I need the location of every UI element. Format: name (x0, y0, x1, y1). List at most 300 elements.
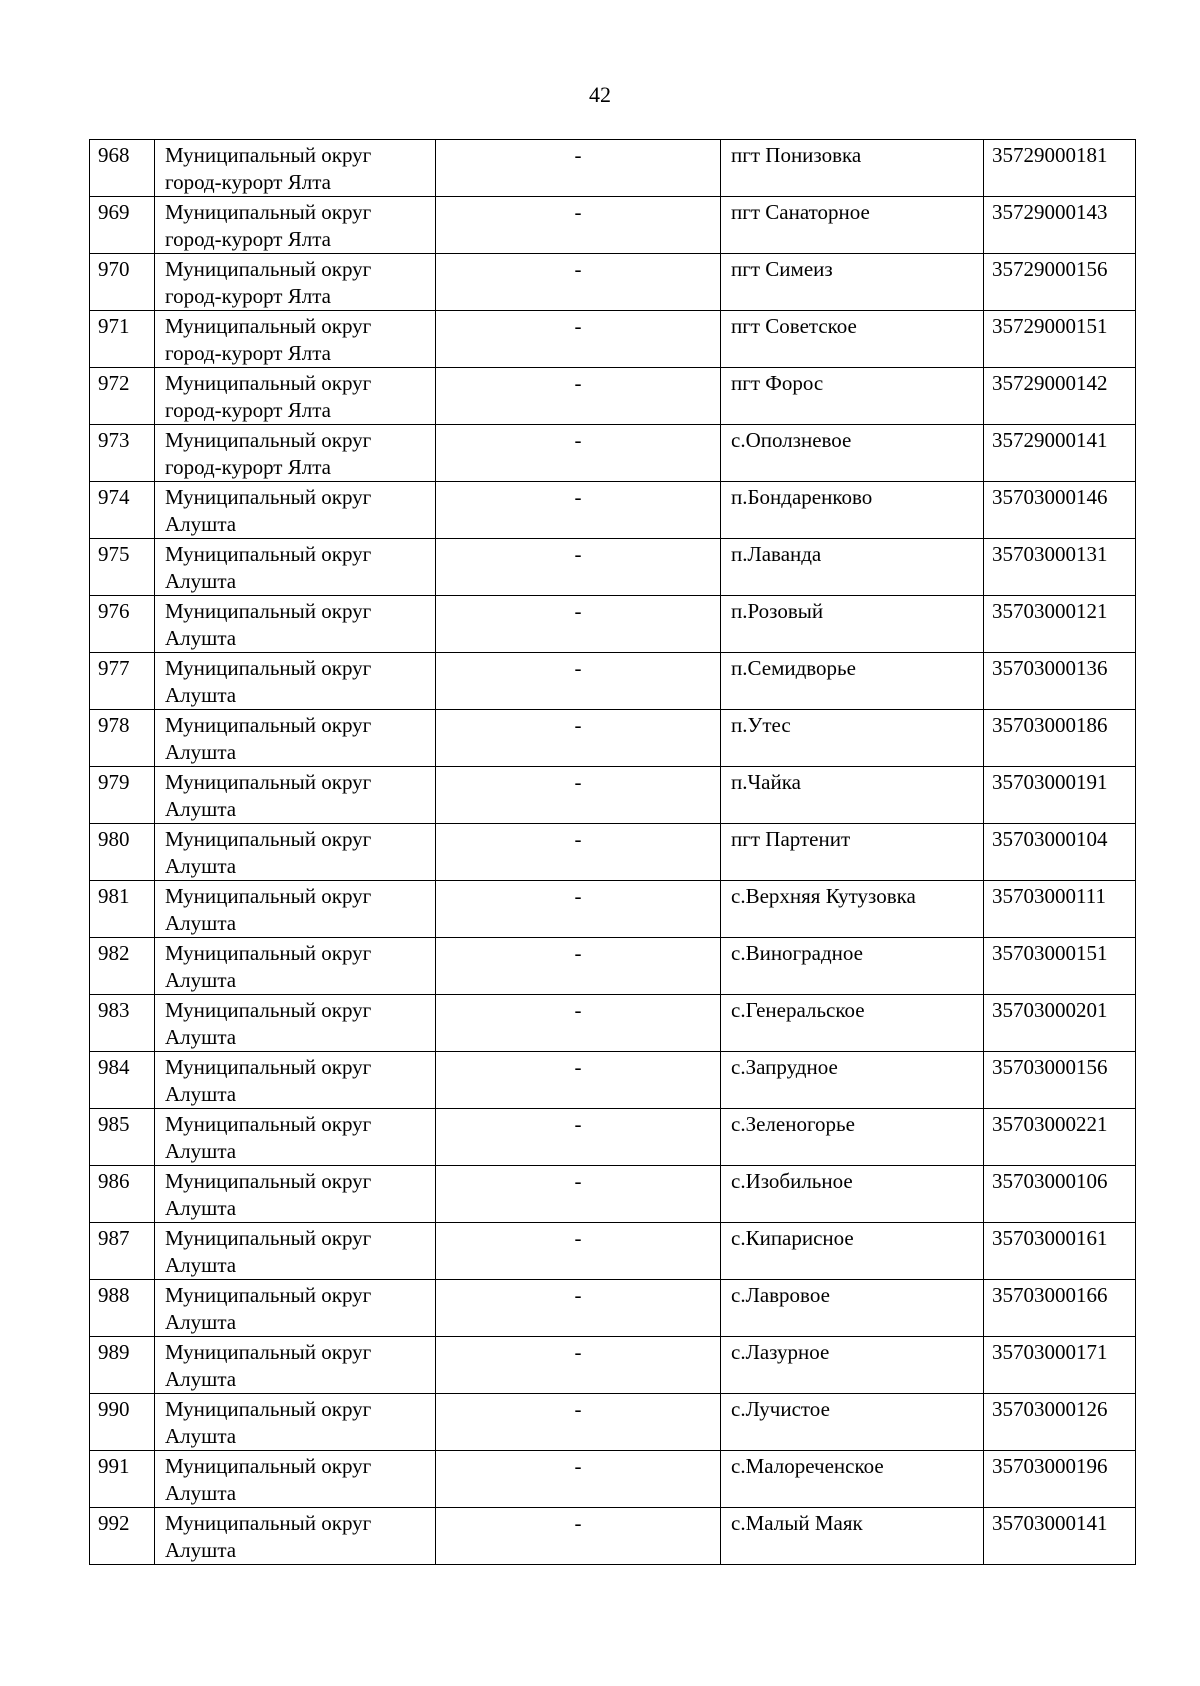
locality-name: п.Лаванда (731, 542, 822, 566)
settlements-table (89, 139, 1136, 1565)
oktmo-code: 35703000161 (992, 1226, 1108, 1250)
dash-cell (436, 1166, 721, 1223)
municipality-cell (155, 767, 436, 824)
row-number-cell (90, 197, 155, 254)
locality-cell (721, 1166, 984, 1223)
municipality-cell (155, 254, 436, 311)
municipality-cell (155, 482, 436, 539)
municipality-cell (155, 1394, 436, 1451)
municipality-line-2: Алушта (165, 1310, 237, 1334)
dash-cell (436, 1223, 721, 1280)
row-number: 977 (98, 656, 130, 680)
municipality-line-1: Муниципальный округ (165, 884, 372, 908)
dash-cell (436, 1451, 721, 1508)
row-number-cell (90, 368, 155, 425)
row-number: 991 (98, 1454, 130, 1478)
row-number: 969 (98, 200, 130, 224)
oktmo-code: 35703000156 (992, 1055, 1108, 1079)
locality-cell (721, 1337, 984, 1394)
locality-name: пгт Симеиз (731, 257, 833, 281)
table-row (90, 653, 1136, 710)
dash-cell (436, 881, 721, 938)
municipality-line-1: Муниципальный округ (165, 998, 372, 1022)
municipality-line-2: Алушта (165, 512, 237, 536)
locality-cell (721, 767, 984, 824)
row-number-cell (90, 824, 155, 881)
municipality-line-1: Муниципальный округ (165, 371, 372, 395)
table-row (90, 1337, 1136, 1394)
locality-name: с.Лазурное (731, 1340, 830, 1364)
dash-value: - (574, 542, 582, 566)
row-number: 968 (98, 143, 130, 167)
municipality-line-2: город-курорт Ялта (165, 398, 331, 422)
municipality-cell (155, 425, 436, 482)
municipality-cell (155, 1052, 436, 1109)
locality-cell (721, 482, 984, 539)
dash-value: - (574, 1112, 582, 1136)
dash-value: - (574, 656, 582, 680)
row-number: 974 (98, 485, 130, 509)
locality-name: п.Розовый (731, 599, 824, 623)
table-row (90, 824, 1136, 881)
municipality-cell (155, 653, 436, 710)
locality-cell (721, 710, 984, 767)
locality-cell (721, 596, 984, 653)
locality-cell (721, 995, 984, 1052)
dash-cell (436, 1052, 721, 1109)
municipality-cell (155, 311, 436, 368)
row-number-cell (90, 1508, 155, 1565)
dash-value: - (574, 485, 582, 509)
row-number-cell (90, 1109, 155, 1166)
municipality-cell (155, 710, 436, 767)
row-number-cell (90, 1052, 155, 1109)
municipality-cell (155, 1337, 436, 1394)
table-row (90, 197, 1136, 254)
locality-cell (721, 1109, 984, 1166)
row-number: 979 (98, 770, 130, 794)
locality-name: пгт Форос (731, 371, 824, 395)
dash-cell (436, 197, 721, 254)
locality-cell (721, 1052, 984, 1109)
municipality-line-2: Алушта (165, 1082, 237, 1106)
row-number-cell (90, 1337, 155, 1394)
table-row (90, 1508, 1136, 1565)
dash-value: - (574, 143, 582, 167)
table-row (90, 767, 1136, 824)
row-number-cell (90, 311, 155, 368)
code-cell (984, 1280, 1136, 1337)
code-cell (984, 767, 1136, 824)
municipality-line-2: Алушта (165, 740, 237, 764)
municipality-line-1: Муниципальный округ (165, 1112, 372, 1136)
table-row (90, 1052, 1136, 1109)
table-row (90, 311, 1136, 368)
table-body (90, 140, 1136, 1565)
code-cell (984, 1052, 1136, 1109)
municipality-cell (155, 881, 436, 938)
locality-name: п.Утес (731, 713, 791, 737)
row-number-cell (90, 653, 155, 710)
dash-cell (436, 482, 721, 539)
municipality-line-2: Алушта (165, 1139, 237, 1163)
table-row (90, 368, 1136, 425)
municipality-cell (155, 1109, 436, 1166)
municipality-line-2: город-курорт Ялта (165, 170, 331, 194)
municipality-cell (155, 1166, 436, 1223)
code-cell (984, 938, 1136, 995)
locality-name: с.Оползневое (731, 428, 852, 452)
table-row (90, 995, 1136, 1052)
municipality-line-1: Муниципальный округ (165, 1283, 372, 1307)
dash-cell (436, 254, 721, 311)
locality-name: с.Кипарисное (731, 1226, 854, 1250)
municipality-line-2: Алушта (165, 1538, 237, 1562)
dash-cell (436, 1394, 721, 1451)
locality-name: с.Лавровое (731, 1283, 830, 1307)
dash-value: - (574, 1340, 582, 1364)
locality-cell (721, 1394, 984, 1451)
row-number: 988 (98, 1283, 130, 1307)
oktmo-code: 35703000131 (992, 542, 1108, 566)
locality-name: п.Чайка (731, 770, 801, 794)
table-row (90, 482, 1136, 539)
municipality-line-1: Муниципальный округ (165, 599, 372, 623)
locality-name: с.Малореченское (731, 1454, 884, 1478)
table-row (90, 881, 1136, 938)
locality-cell (721, 881, 984, 938)
dash-cell (436, 1337, 721, 1394)
dash-cell (436, 824, 721, 881)
code-cell (984, 710, 1136, 767)
locality-cell (721, 425, 984, 482)
municipality-line-1: Муниципальный округ (165, 257, 372, 281)
municipality-line-2: Алушта (165, 797, 237, 821)
table-row (90, 710, 1136, 767)
locality-cell (721, 938, 984, 995)
code-cell (984, 539, 1136, 596)
row-number-cell (90, 425, 155, 482)
municipality-line-2: Алушта (165, 626, 237, 650)
oktmo-code: 35729000142 (992, 371, 1108, 395)
dash-value: - (574, 200, 582, 224)
dash-value: - (574, 599, 582, 623)
row-number: 987 (98, 1226, 130, 1250)
municipality-line-2: город-курорт Ялта (165, 227, 331, 251)
row-number-cell (90, 710, 155, 767)
table-row (90, 596, 1136, 653)
row-number-cell (90, 140, 155, 197)
row-number: 980 (98, 827, 130, 851)
code-cell (984, 368, 1136, 425)
code-cell (984, 824, 1136, 881)
municipality-line-2: Алушта (165, 1481, 237, 1505)
municipality-line-1: Муниципальный округ (165, 428, 372, 452)
locality-name: с.Запрудное (731, 1055, 838, 1079)
municipality-line-1: Муниципальный округ (165, 314, 372, 338)
municipality-cell (155, 1451, 436, 1508)
row-number: 972 (98, 371, 130, 395)
municipality-cell (155, 995, 436, 1052)
code-cell (984, 1166, 1136, 1223)
locality-cell (721, 1451, 984, 1508)
oktmo-code: 35729000181 (992, 143, 1108, 167)
row-number: 976 (98, 599, 130, 623)
municipality-line-2: город-курорт Ялта (165, 341, 331, 365)
dash-value: - (574, 1169, 582, 1193)
code-cell (984, 425, 1136, 482)
table-row (90, 1280, 1136, 1337)
dash-value: - (574, 1511, 582, 1535)
oktmo-code: 35703000136 (992, 656, 1108, 680)
oktmo-code: 35729000151 (992, 314, 1108, 338)
dash-cell (436, 425, 721, 482)
municipality-line-1: Муниципальный округ (165, 200, 372, 224)
dash-value: - (574, 713, 582, 737)
oktmo-code: 35703000146 (992, 485, 1108, 509)
locality-name: пгт Санаторное (731, 200, 870, 224)
municipality-cell (155, 197, 436, 254)
dash-value: - (574, 884, 582, 908)
dash-cell (436, 767, 721, 824)
locality-name: с.Виноградное (731, 941, 863, 965)
locality-name: пгт Понизовка (731, 143, 862, 167)
code-cell (984, 1223, 1136, 1280)
oktmo-code: 35703000141 (992, 1511, 1108, 1535)
code-cell (984, 653, 1136, 710)
municipality-line-1: Муниципальный округ (165, 941, 372, 965)
row-number-cell (90, 482, 155, 539)
locality-cell (721, 1508, 984, 1565)
row-number: 975 (98, 542, 130, 566)
municipality-cell (155, 539, 436, 596)
locality-name: с.Генеральское (731, 998, 865, 1022)
oktmo-code: 35703000196 (992, 1454, 1108, 1478)
oktmo-code: 35703000104 (992, 827, 1108, 851)
table-row (90, 1223, 1136, 1280)
row-number-cell (90, 539, 155, 596)
municipality-cell (155, 368, 436, 425)
municipality-line-2: Алушта (165, 968, 237, 992)
oktmo-code: 35703000186 (992, 713, 1108, 737)
municipality-line-1: Муниципальный округ (165, 1340, 372, 1364)
oktmo-code: 35703000121 (992, 599, 1108, 623)
locality-cell (721, 311, 984, 368)
municipality-line-1: Муниципальный округ (165, 1397, 372, 1421)
row-number-cell (90, 1166, 155, 1223)
locality-name: п.Бондаренково (731, 485, 873, 509)
dash-cell (436, 653, 721, 710)
oktmo-code: 35703000111 (992, 884, 1106, 908)
table-row (90, 254, 1136, 311)
row-number: 971 (98, 314, 130, 338)
municipality-cell (155, 1280, 436, 1337)
row-number: 970 (98, 257, 130, 281)
dash-value: - (574, 1397, 582, 1421)
dash-value: - (574, 1283, 582, 1307)
oktmo-code: 35729000141 (992, 428, 1108, 452)
row-number: 985 (98, 1112, 130, 1136)
municipality-line-2: Алушта (165, 683, 237, 707)
oktmo-code: 35703000171 (992, 1340, 1108, 1364)
dash-cell (436, 710, 721, 767)
table-row (90, 1394, 1136, 1451)
code-cell (984, 1451, 1136, 1508)
locality-cell (721, 1280, 984, 1337)
municipality-line-1: Муниципальный округ (165, 1169, 372, 1193)
municipality-line-1: Муниципальный округ (165, 713, 372, 737)
table-row (90, 425, 1136, 482)
dash-value: - (574, 1055, 582, 1079)
row-number: 981 (98, 884, 130, 908)
table-row (90, 140, 1136, 197)
oktmo-code: 35729000143 (992, 200, 1108, 224)
locality-cell (721, 539, 984, 596)
locality-name: пгт Партенит (731, 827, 851, 851)
locality-name: с.Верхняя Кутузовка (731, 884, 916, 908)
code-cell (984, 995, 1136, 1052)
oktmo-code: 35703000126 (992, 1397, 1108, 1421)
table-row (90, 938, 1136, 995)
row-number-cell (90, 596, 155, 653)
oktmo-code: 35703000221 (992, 1112, 1108, 1136)
oktmo-code: 35703000166 (992, 1283, 1108, 1307)
municipality-line-2: Алушта (165, 911, 237, 935)
locality-cell (721, 254, 984, 311)
code-cell (984, 1337, 1136, 1394)
municipality-line-1: Муниципальный округ (165, 770, 372, 794)
table-row (90, 1451, 1136, 1508)
locality-name: с.Изобильное (731, 1169, 853, 1193)
row-number-cell (90, 881, 155, 938)
code-cell (984, 881, 1136, 938)
dash-value: - (574, 941, 582, 965)
dash-cell (436, 596, 721, 653)
dash-cell (436, 1508, 721, 1565)
municipality-line-2: Алушта (165, 1025, 237, 1049)
row-number: 989 (98, 1340, 130, 1364)
municipality-line-2: город-курорт Ялта (165, 284, 331, 308)
locality-cell (721, 140, 984, 197)
code-cell (984, 311, 1136, 368)
row-number-cell (90, 254, 155, 311)
oktmo-code: 35703000201 (992, 998, 1108, 1022)
dash-value: - (574, 1226, 582, 1250)
municipality-line-1: Муниципальный округ (165, 656, 372, 680)
municipality-line-2: Алушта (165, 854, 237, 878)
locality-name: пгт Советское (731, 314, 857, 338)
row-number-cell (90, 1394, 155, 1451)
code-cell (984, 140, 1136, 197)
row-number: 973 (98, 428, 130, 452)
row-number-cell (90, 1280, 155, 1337)
municipality-line-1: Муниципальный округ (165, 827, 372, 851)
dash-cell (436, 995, 721, 1052)
municipality-line-2: город-курорт Ялта (165, 455, 331, 479)
municipality-line-1: Муниципальный округ (165, 1454, 372, 1478)
dash-value: - (574, 371, 582, 395)
municipality-line-1: Муниципальный округ (165, 143, 372, 167)
code-cell (984, 1109, 1136, 1166)
oktmo-code: 35703000106 (992, 1169, 1108, 1193)
dash-value: - (574, 428, 582, 452)
dash-cell (436, 1280, 721, 1337)
row-number-cell (90, 1451, 155, 1508)
municipality-line-2: Алушта (165, 569, 237, 593)
dash-cell (436, 140, 721, 197)
municipality-line-2: Алушта (165, 1196, 237, 1220)
municipality-line-2: Алушта (165, 1367, 237, 1391)
municipality-line-2: Алушта (165, 1253, 237, 1277)
code-cell (984, 482, 1136, 539)
row-number: 978 (98, 713, 130, 737)
row-number: 992 (98, 1511, 130, 1535)
municipality-cell (155, 938, 436, 995)
page-number: 42 (589, 82, 611, 107)
oktmo-code: 35729000156 (992, 257, 1108, 281)
municipality-cell (155, 140, 436, 197)
dash-value: - (574, 998, 582, 1022)
row-number: 984 (98, 1055, 130, 1079)
municipality-cell (155, 824, 436, 881)
dash-cell (436, 938, 721, 995)
municipality-cell (155, 596, 436, 653)
locality-name: п.Семидворье (731, 656, 856, 680)
locality-cell (721, 1223, 984, 1280)
oktmo-code: 35703000151 (992, 941, 1108, 965)
row-number: 986 (98, 1169, 130, 1193)
dash-value: - (574, 257, 582, 281)
municipality-line-1: Муниципальный округ (165, 485, 372, 509)
municipality-cell (155, 1508, 436, 1565)
oktmo-code: 35703000191 (992, 770, 1108, 794)
locality-cell (721, 824, 984, 881)
dash-cell (436, 1109, 721, 1166)
dash-value: - (574, 770, 582, 794)
code-cell (984, 197, 1136, 254)
dash-value: - (574, 314, 582, 338)
row-number-cell (90, 995, 155, 1052)
dash-cell (436, 539, 721, 596)
row-number: 982 (98, 941, 130, 965)
locality-name: с.Малый Маяк (731, 1511, 863, 1535)
dash-value: - (574, 827, 582, 851)
municipality-cell (155, 1223, 436, 1280)
table-row (90, 539, 1136, 596)
dash-cell (436, 368, 721, 425)
code-cell (984, 1508, 1136, 1565)
row-number: 990 (98, 1397, 130, 1421)
locality-cell (721, 653, 984, 710)
table-row (90, 1109, 1136, 1166)
row-number-cell (90, 1223, 155, 1280)
row-number-cell (90, 938, 155, 995)
municipality-line-1: Муниципальный округ (165, 1055, 372, 1079)
code-cell (984, 596, 1136, 653)
table-row (90, 1166, 1136, 1223)
code-cell (984, 254, 1136, 311)
locality-name: с.Зеленогорье (731, 1112, 855, 1136)
municipality-line-2: Алушта (165, 1424, 237, 1448)
row-number: 983 (98, 998, 130, 1022)
municipality-line-1: Муниципальный округ (165, 1226, 372, 1250)
locality-cell (721, 368, 984, 425)
code-cell (984, 1394, 1136, 1451)
locality-cell (721, 197, 984, 254)
municipality-line-1: Муниципальный округ (165, 542, 372, 566)
dash-value: - (574, 1454, 582, 1478)
municipality-line-1: Муниципальный округ (165, 1511, 372, 1535)
